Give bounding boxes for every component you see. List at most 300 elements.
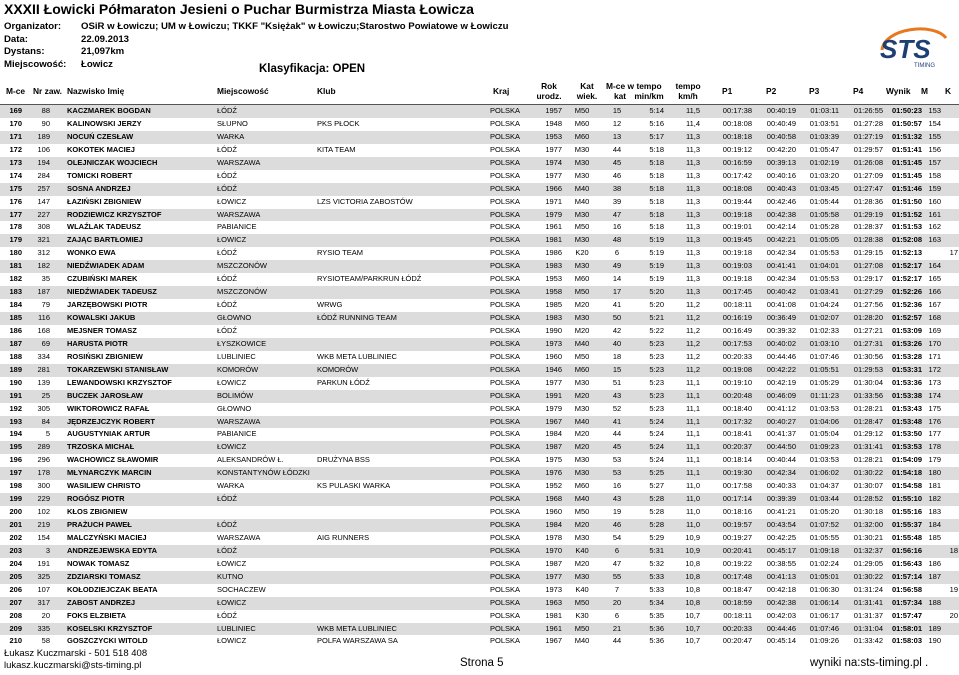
- cell-club: WKB META LUBLINIEC: [317, 623, 397, 633]
- cell-split-p2: 00:42:14: [766, 222, 796, 232]
- cell-category: M20: [574, 325, 590, 335]
- cell-category: M30: [574, 157, 590, 167]
- cell-city: ŁÓDŹ: [217, 494, 238, 504]
- cell-category-place: 15: [612, 106, 622, 115]
- cell-split-p4: 01:28:21: [853, 455, 883, 465]
- cell-category-place: 49: [612, 261, 622, 271]
- cell-place-m: 174: [928, 390, 941, 400]
- cell-place: 200: [9, 507, 22, 517]
- cell-year: 1967: [545, 636, 562, 646]
- cell-country: POLSKA: [489, 481, 520, 491]
- cell-city: WARSZAWA: [217, 532, 261, 542]
- cell-speed: 11,3: [685, 235, 700, 245]
- cell-city: ŁYSZKOWICE: [217, 338, 267, 348]
- cell-category: M40: [574, 416, 590, 426]
- cell-year: 1979: [545, 209, 562, 219]
- cell-bib: 168: [37, 325, 50, 335]
- cell-pace: 5:23: [649, 364, 664, 374]
- cell-split-p4: 01:27:21: [853, 325, 883, 335]
- cell-split-p4: 01:31:24: [853, 584, 883, 594]
- cell-place-m: 176: [928, 416, 941, 426]
- cell-bib: 147: [37, 196, 50, 206]
- cell-speed: 11,2: [685, 351, 700, 361]
- cell-speed: 11,3: [685, 183, 700, 193]
- cell-year: 1967: [545, 416, 562, 426]
- cell-country: POLSKA: [489, 300, 520, 310]
- cell-split-p1: 00:19:30: [722, 468, 752, 478]
- cell-category: M60: [574, 481, 590, 491]
- cell-speed: 11,1: [685, 429, 700, 439]
- cell-split-p4: 01:29:19: [853, 209, 883, 219]
- cell-name: ZDZIARSKI TOMASZ: [67, 571, 141, 581]
- cell-category-place: 39: [612, 196, 622, 206]
- cell-split-p1: 00:18:08: [722, 183, 752, 193]
- table-row: [0, 221, 959, 234]
- cell-category-place: 18: [612, 351, 622, 361]
- cell-split-p4: 01:30:56: [853, 351, 883, 361]
- cell-speed: 11,3: [685, 209, 700, 219]
- cell-name: NOWAK TOMASZ: [67, 558, 130, 568]
- col-m: M: [921, 86, 928, 96]
- table-row: [0, 118, 959, 131]
- cell-category-place: 47: [612, 209, 622, 219]
- cell-split-p4: 01:29:05: [853, 558, 883, 568]
- cell-pace: 5:25: [649, 468, 664, 478]
- cell-speed: 10,8: [685, 558, 700, 568]
- cell-city: ŁÓDŹ: [217, 170, 238, 180]
- col-p4: P4: [853, 86, 864, 96]
- cell-split-p2: 00:42:20: [766, 144, 796, 154]
- cell-year: 1975: [545, 455, 562, 465]
- cell-place: 206: [9, 584, 22, 594]
- cell-pace: 5:21: [649, 313, 664, 322]
- cell-city: ŁÓDŹ: [217, 325, 238, 335]
- cell-country: POLSKA: [489, 571, 520, 581]
- cell-name: KACZMAREK BOGDAN: [67, 106, 151, 115]
- cell-pace: 5:36: [649, 623, 664, 633]
- cell-place: 199: [9, 494, 22, 504]
- cell-name: WIKTOROWICZ RAFAŁ: [67, 403, 150, 413]
- footer-email[interactable]: lukasz.kuczmarski@sts-timing.pl: [4, 660, 142, 671]
- cell-category-place: 19: [612, 507, 622, 517]
- cell-split-p2: 00:41:13: [766, 571, 796, 581]
- cell-split-p1: 00:18:59: [722, 597, 752, 607]
- footer-results-link[interactable]: wyniki na:sts-timing.pl .: [810, 657, 929, 669]
- cell-split-p3: 01:09:18: [809, 545, 839, 555]
- cell-name: TOKARZEWSKI STANISŁAW: [67, 364, 169, 374]
- cell-result: 01:52:13: [891, 248, 922, 258]
- cell-bib: 182: [37, 261, 50, 271]
- cell-split-p3: 01:02:24: [809, 558, 839, 568]
- cell-split-p4: 01:27:47: [853, 183, 883, 193]
- cell-speed: 11,1: [685, 390, 700, 400]
- cell-split-p4: 01:33:56: [853, 390, 883, 400]
- cell-category-place: 52: [612, 403, 622, 413]
- cell-category: M30: [574, 571, 590, 581]
- cell-speed: 10,8: [685, 584, 700, 594]
- cell-split-p1: 00:19:44: [722, 196, 752, 206]
- cell-place: 203: [9, 545, 22, 555]
- cell-place: 194: [9, 429, 22, 439]
- cell-split-p1: 00:19:45: [722, 235, 752, 245]
- cell-split-p4: 01:28:21: [853, 403, 883, 413]
- cell-name: ŁAZIŃSKI ZBIGNIEW: [67, 196, 142, 206]
- cell-place-m: 154: [928, 118, 941, 128]
- cell-split-p3: 01:04:06: [809, 416, 839, 426]
- cell-city: MSZCZONÓW: [217, 261, 267, 271]
- cell-bib: 79: [41, 300, 50, 310]
- cell-speed: 11,0: [685, 481, 700, 491]
- cell-bib: 69: [41, 338, 50, 348]
- cell-place: 210: [9, 636, 22, 646]
- cell-country: POLSKA: [489, 416, 520, 426]
- cell-result: 01:51:50: [891, 196, 922, 206]
- cell-speed: 11,2: [685, 364, 700, 374]
- cell-city: KUTNO: [217, 571, 244, 581]
- col-pace: tempo min/km: [634, 81, 664, 101]
- cell-place: 205: [9, 571, 22, 581]
- cell-bib: 257: [37, 183, 50, 193]
- cell-bib: 284: [37, 170, 50, 180]
- cell-split-p3: 01:11:23: [810, 390, 839, 400]
- cell-category-place: 46: [612, 520, 622, 529]
- cell-place-m: 190: [928, 636, 941, 646]
- cell-year: 1976: [545, 468, 562, 478]
- cell-split-p3: 01:07:46: [809, 351, 839, 361]
- cell-category-place: 6: [614, 610, 620, 620]
- cell-split-p3: 01:03:44: [809, 494, 839, 504]
- cell-result: 01:51:52: [891, 209, 922, 219]
- cell-split-p3: 01:03:53: [809, 455, 839, 465]
- cell-club: ŁÓDŹ RUNNING TEAM: [317, 313, 397, 322]
- event-meta: [4, 21, 509, 71]
- table-row: [0, 286, 959, 299]
- cell-year: 1971: [545, 196, 562, 206]
- table-row: [0, 480, 959, 493]
- cell-club: WKB META LUBLINIEC: [317, 351, 397, 361]
- cell-year: 1966: [545, 183, 562, 193]
- cell-name: KOKOTEK MACIEJ: [67, 144, 135, 154]
- cell-category: M60: [574, 131, 590, 141]
- table-row: [0, 454, 959, 467]
- table-row: [0, 247, 959, 260]
- cell-country: POLSKA: [489, 532, 520, 542]
- cell-pace: 5:23: [649, 377, 664, 387]
- logo-sub: TIMING: [914, 63, 935, 69]
- cell-country: POLSKA: [489, 429, 520, 439]
- cell-result: 01:58:01: [891, 623, 922, 633]
- cell-pace: 5:18: [649, 196, 664, 206]
- cell-split-p3: 01:05:04: [809, 429, 839, 439]
- cell-country: POLSKA: [489, 222, 520, 232]
- cell-city: ŁÓDŹ: [217, 545, 238, 555]
- cell-split-p2: 00:42:25: [766, 532, 796, 542]
- cell-city: WARKA: [217, 131, 245, 141]
- cell-country: POLSKA: [489, 261, 520, 271]
- cell-category: M50: [574, 106, 590, 115]
- cell-name: ANDRZEJEWSKA EDYTA: [67, 545, 158, 555]
- cell-result: 01:55:48: [891, 532, 922, 542]
- cell-split-p1: 00:19:18: [722, 274, 752, 284]
- cell-speed: 10,8: [685, 597, 700, 607]
- cell-category: K40: [575, 584, 589, 594]
- cell-pace: 5:18: [649, 170, 664, 180]
- cell-split-p1: 00:20:48: [722, 390, 752, 400]
- table-row: [0, 209, 959, 222]
- table-row: [0, 131, 959, 144]
- cell-name: LEWANDOWSKI KRZYSZTOF: [67, 377, 172, 387]
- cell-country: POLSKA: [489, 468, 520, 478]
- cell-split-p2: 00:40:44: [766, 455, 796, 465]
- cell-place: 173: [9, 157, 22, 167]
- cell-year: 1961: [545, 623, 562, 633]
- cell-category-place: 42: [612, 325, 622, 335]
- cell-bib: 325: [37, 571, 50, 581]
- cell-split-p1: 00:18:41: [722, 429, 752, 439]
- cell-place: 181: [9, 261, 22, 271]
- col-city: Miejscowość: [217, 86, 269, 96]
- cell-result: 01:54:18: [891, 468, 922, 478]
- cell-name: WASILIEW CHRISTO: [67, 481, 141, 491]
- cell-split-p4: 01:27:31: [853, 338, 883, 348]
- cell-split-p3: 01:05:51: [809, 364, 839, 374]
- cell-name: NOCUŃ CZESŁAW: [67, 131, 134, 141]
- cell-country: POLSKA: [489, 623, 520, 633]
- table-row: [0, 299, 959, 312]
- cell-place: 201: [9, 520, 22, 529]
- cell-bib: 154: [37, 532, 50, 542]
- table-row: [0, 428, 959, 441]
- page-number: Strona 5: [460, 657, 504, 669]
- cell-pace: 5:20: [649, 300, 664, 310]
- cell-category-place: 13: [612, 131, 622, 141]
- cell-pace: 5:33: [649, 571, 664, 581]
- cell-split-p2: 00:41:37: [766, 429, 796, 439]
- cell-category: M50: [574, 597, 590, 607]
- cell-city: WARSZAWA: [217, 157, 261, 167]
- cell-speed: 10,8: [685, 571, 700, 581]
- cell-category-place: 54: [612, 532, 622, 542]
- cell-bib: 312: [37, 248, 50, 258]
- cell-place-m: 163: [928, 235, 941, 245]
- table-row: [0, 441, 959, 454]
- cell-place-m: 158: [928, 170, 941, 180]
- cell-place-m: 181: [928, 481, 941, 491]
- cell-split-p2: 00:42:21: [766, 235, 796, 245]
- cell-name: PRAŻUCH PAWEŁ: [67, 520, 132, 529]
- cell-name: KOWALSKI JAKUB: [67, 313, 136, 322]
- cell-category-place: 21: [612, 623, 622, 633]
- cell-split-p1: 00:19:08: [722, 364, 752, 374]
- cell-category: M60: [574, 118, 590, 128]
- cell-country: POLSKA: [489, 131, 520, 141]
- cell-split-p2: 00:39:32: [766, 325, 796, 335]
- cell-place-m: 155: [928, 131, 941, 141]
- cell-name: JARZĘBOWSKI PIOTR: [67, 300, 148, 310]
- cell-split-p1: 00:20:41: [722, 545, 752, 555]
- cell-category: M40: [574, 338, 590, 348]
- cell-split-p1: 00:17:45: [722, 287, 752, 297]
- cell-category: M60: [574, 274, 590, 284]
- cell-place-m: 166: [928, 287, 941, 297]
- cell-split-p4: 01:28:47: [853, 416, 883, 426]
- cell-split-p3: 01:04:01: [809, 261, 839, 271]
- cell-name: WONKO EWA: [67, 248, 116, 258]
- cell-bib: 289: [37, 442, 50, 452]
- cell-split-p2: 00:42:19: [766, 377, 796, 387]
- cell-club: PARKUN ŁÓDŹ: [317, 377, 370, 387]
- cell-split-p2: 00:45:14: [766, 636, 796, 646]
- cell-bib: 35: [41, 274, 50, 284]
- cell-place: 190: [9, 377, 22, 387]
- cell-place-m: 179: [928, 455, 941, 465]
- table-row: [0, 157, 959, 170]
- cell-year: 1984: [545, 520, 562, 529]
- cell-speed: 10,9: [685, 532, 700, 542]
- cell-split-p3: 01:05:05: [809, 235, 839, 245]
- cell-place-m: 170: [928, 338, 941, 348]
- cell-pace: 5:23: [649, 338, 664, 348]
- cell-split-p4: 01:31:41: [853, 597, 883, 607]
- cell-speed: 10,7: [685, 636, 700, 646]
- cell-split-p3: 01:05:28: [809, 222, 839, 232]
- cell-name: NIEDŹWIADEK ADAM: [67, 261, 145, 271]
- cell-split-p4: 01:27:09: [853, 170, 883, 180]
- cell-split-p1: 00:17:48: [722, 571, 752, 581]
- col-p1: P1: [722, 86, 733, 96]
- cell-split-p4: 01:27:56: [853, 300, 883, 310]
- cell-result: 01:56:16: [891, 545, 922, 555]
- cell-category: M60: [574, 364, 590, 374]
- cell-name: CZUBIŃSKI MAREK: [67, 274, 138, 284]
- cell-split-p3: 01:03:10: [809, 338, 839, 348]
- cell-split-p1: 00:20:33: [722, 623, 752, 633]
- table-row: [0, 506, 959, 519]
- cell-place: 171: [9, 131, 22, 141]
- col-mce: M-ce: [6, 86, 26, 96]
- cell-speed: 11,3: [685, 131, 700, 141]
- cell-split-p2: 00:40:43: [766, 183, 796, 193]
- cell-pace: 5:19: [649, 248, 664, 258]
- cell-split-p1: 00:17:32: [722, 416, 752, 426]
- cell-year: 1987: [545, 442, 562, 452]
- cell-split-p4: 01:28:20: [853, 313, 883, 322]
- cell-split-p2: 00:44:50: [766, 442, 796, 452]
- cell-city: LUBLINIEC: [217, 623, 256, 633]
- cell-category: M30: [574, 261, 590, 271]
- cell-speed: 11,0: [685, 520, 700, 529]
- cell-split-p2: 00:38:55: [766, 558, 796, 568]
- cell-split-p2: 00:43:54: [766, 520, 796, 529]
- cell-bib: 3: [45, 545, 50, 555]
- cell-category: M30: [574, 403, 590, 413]
- cell-place-m: 162: [928, 222, 941, 232]
- cell-split-p1: 00:19:27: [722, 532, 752, 542]
- cell-category: M30: [574, 455, 590, 465]
- cell-country: POLSKA: [489, 377, 520, 387]
- cell-country: POLSKA: [489, 364, 520, 374]
- cell-year: 1970: [545, 545, 562, 555]
- cell-year: 1948: [545, 118, 562, 128]
- cell-place-m: 184: [928, 520, 941, 529]
- cell-city: LUBLINIEC: [217, 351, 256, 361]
- col-cat: Kat wiek.: [576, 81, 598, 101]
- cell-result: 01:53:53: [891, 442, 922, 452]
- cell-split-p3: 01:03:20: [809, 170, 839, 180]
- cell-name: KŁOS ZBIGNIEW: [67, 507, 128, 517]
- cell-split-p4: 01:30:04: [853, 377, 883, 387]
- cell-split-p3: 01:05:53: [809, 274, 839, 284]
- cell-category-place: 17: [612, 287, 622, 297]
- cell-name: HARUSTA PIOTR: [67, 338, 128, 348]
- cell-place-m: 161: [928, 209, 941, 219]
- cell-year: 1981: [545, 610, 562, 620]
- cell-split-p3: 01:07:46: [809, 623, 839, 633]
- cell-bib: 296: [37, 455, 50, 465]
- cell-city: ŁOWICZ: [217, 235, 247, 245]
- cell-year: 1963: [545, 597, 562, 607]
- cell-country: POLSKA: [489, 313, 520, 322]
- cell-city: SŁUPNO: [217, 118, 248, 128]
- cell-split-p4: 01:32:37: [853, 545, 883, 555]
- cell-place-m: 185: [928, 532, 941, 542]
- cell-place: 187: [9, 338, 22, 348]
- table-row: [0, 234, 959, 247]
- cell-split-p2: 00:42:38: [766, 597, 796, 607]
- cell-split-p4: 01:26:08: [853, 157, 883, 167]
- cell-place: 192: [9, 403, 22, 413]
- cell-pace: 5:28: [649, 494, 664, 504]
- table-row: [0, 170, 959, 183]
- cell-category: K30: [575, 610, 589, 620]
- cell-city: ŁOWICZ: [217, 558, 247, 568]
- cell-city: BOLIMÓW: [217, 390, 254, 400]
- cell-split-p2: 00:42:03: [766, 610, 796, 620]
- cell-place-m: 165: [928, 274, 941, 284]
- cell-speed: 11,3: [685, 248, 700, 258]
- cell-place: 208: [9, 610, 22, 620]
- cell-city: KOMORÓW: [217, 364, 259, 374]
- cell-split-p4: 01:28:36: [853, 196, 883, 206]
- cell-result: 01:51:32: [891, 131, 922, 141]
- cell-club: KOMORÓW: [317, 364, 359, 374]
- cell-result: 01:56:43: [891, 558, 922, 568]
- cell-category-place: 20: [612, 597, 622, 607]
- cell-country: POLSKA: [489, 520, 520, 529]
- cell-place-m: 175: [928, 403, 941, 413]
- cell-category: M30: [574, 468, 590, 478]
- cell-bib: 58: [41, 636, 50, 646]
- cell-split-p2: 00:36:49: [766, 313, 796, 322]
- cell-result: 01:53:31: [891, 364, 922, 374]
- cell-name: TRZOSKA MICHAŁ: [67, 442, 135, 452]
- cell-year: 1986: [545, 248, 562, 258]
- cell-place: 177: [9, 209, 22, 219]
- cell-city: ŁÓDŹ: [217, 520, 238, 529]
- cell-speed: 11,2: [685, 300, 700, 310]
- cell-bib: 191: [37, 558, 50, 568]
- cell-pace: 5:20: [649, 287, 664, 297]
- cell-year: 1960: [545, 351, 562, 361]
- cell-year: 1977: [545, 170, 562, 180]
- cell-place: 193: [9, 416, 22, 426]
- cell-year: 1973: [545, 338, 562, 348]
- cell-split-p3: 01:03:45: [809, 183, 839, 193]
- cell-split-p4: 01:30:07: [853, 481, 883, 491]
- classification-label: Klasyfikacja: OPEN: [259, 63, 366, 75]
- table-row: [0, 532, 959, 545]
- cell-bib: 308: [37, 222, 50, 232]
